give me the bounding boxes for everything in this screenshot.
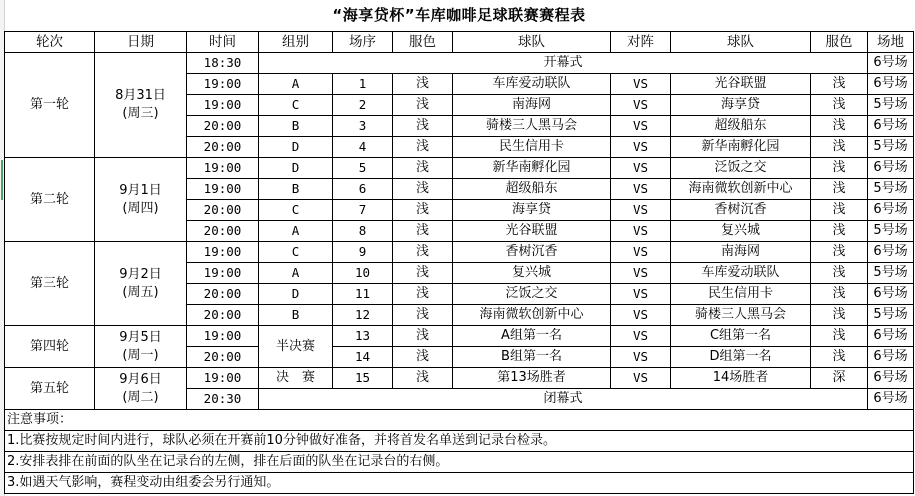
jersey-color-cell[interactable]: 浅: [393, 200, 453, 221]
vs-cell[interactable]: VS: [611, 305, 671, 326]
date-cell[interactable]: [95, 368, 187, 410]
venue-cell[interactable]: 5号场: [868, 137, 914, 158]
venue-cell[interactable]: 6号场: [868, 200, 914, 221]
weekday-text: (周三): [122, 106, 159, 121]
time-cell[interactable]: 20:00: [187, 137, 259, 158]
team-cell[interactable]: 复兴城: [453, 263, 611, 284]
date-cell[interactable]: [95, 158, 187, 242]
time-cell[interactable]: 19:00: [187, 158, 259, 179]
venue-cell[interactable]: 6号场: [868, 116, 914, 137]
venue-cell[interactable]: 6号场: [868, 389, 914, 410]
venue-cell[interactable]: 5号场: [868, 179, 914, 200]
venue-cell[interactable]: 5号场: [868, 263, 914, 284]
header-cell[interactable]: 服色: [811, 32, 868, 53]
date-text: 8月31日: [115, 88, 166, 103]
vs-cell[interactable]: VS: [611, 263, 671, 284]
match-number-cell[interactable]: 1: [333, 74, 393, 95]
team-cell[interactable]: 海南微软创新中心: [671, 179, 811, 200]
vs-cell[interactable]: VS: [611, 74, 671, 95]
jersey-color-cell[interactable]: 浅: [811, 326, 868, 347]
group-cell[interactable]: A: [259, 263, 333, 284]
group-cell[interactable]: B: [259, 179, 333, 200]
weekday-text: (周一): [122, 347, 159, 363]
team-cell[interactable]: B组第一名: [453, 347, 611, 368]
header-cell[interactable]: 轮次: [5, 32, 95, 53]
weekday-text: (周二): [122, 389, 159, 405]
date-text: 9月6日: [119, 371, 162, 387]
vs-cell[interactable]: VS: [611, 179, 671, 200]
notes-row: [5, 473, 914, 494]
notes-heading[interactable]: 注意事项：: [5, 410, 914, 431]
jersey-color-cell[interactable]: 浅: [393, 179, 453, 200]
group-cell[interactable]: A: [259, 74, 333, 95]
team-cell[interactable]: 香树沉香: [671, 200, 811, 221]
jersey-color-cell[interactable]: 浅: [811, 221, 868, 242]
jersey-color-cell[interactable]: 深: [811, 368, 868, 389]
team-cell[interactable]: D组第一名: [671, 347, 811, 368]
team-cell[interactable]: 光谷联盟: [671, 74, 811, 95]
team-cell[interactable]: 海南微软创新中心: [453, 305, 611, 326]
venue-cell[interactable]: 5号场: [868, 221, 914, 242]
team-cell[interactable]: 泛饭之交: [453, 284, 611, 305]
match-number-cell[interactable]: 13: [333, 326, 393, 347]
team-cell[interactable]: 香树沉香: [453, 242, 611, 263]
jersey-color-cell[interactable]: 浅: [393, 137, 453, 158]
page-title: “海享贷杯”车库咖啡足球联赛赛程表: [332, 6, 586, 24]
venue-cell[interactable]: 6号场: [868, 74, 914, 95]
time-cell[interactable]: 19:00: [187, 179, 259, 200]
jersey-color-cell[interactable]: 浅: [811, 200, 868, 221]
jersey-color-cell[interactable]: 浅: [393, 74, 453, 95]
vs-cell[interactable]: VS: [611, 95, 671, 116]
group-cell[interactable]: B: [259, 305, 333, 326]
time-cell[interactable]: 20:00: [187, 305, 259, 326]
match-number-cell[interactable]: 7: [333, 200, 393, 221]
note-item[interactable]: 1.比赛按规定时间内进行，球队必须在开赛前10分钟做好准备，并将首发名单送到记录台检录。: [5, 431, 914, 452]
vs-cell[interactable]: VS: [611, 137, 671, 158]
jersey-color-cell[interactable]: 浅: [393, 242, 453, 263]
time-cell[interactable]: 20:00: [187, 116, 259, 137]
group-cell[interactable]: D: [259, 158, 333, 179]
vs-cell[interactable]: VS: [611, 158, 671, 179]
match-number-cell[interactable]: 6: [333, 179, 393, 200]
jersey-color-cell[interactable]: 浅: [811, 263, 868, 284]
header-cell[interactable]: 对阵: [611, 32, 671, 53]
team-cell[interactable]: 车库爱动联队: [453, 74, 611, 95]
date-text: 9月5日: [119, 329, 162, 345]
match-number-cell[interactable]: 8: [333, 221, 393, 242]
time-cell[interactable]: 20:00: [187, 284, 259, 305]
venue-cell[interactable]: 6号场: [868, 242, 914, 263]
team-cell[interactable]: 超级船东: [671, 116, 811, 137]
jersey-color-cell[interactable]: 浅: [393, 263, 453, 284]
jersey-color-cell[interactable]: 浅: [811, 305, 868, 326]
vs-cell[interactable]: VS: [611, 368, 671, 389]
venue-cell[interactable]: 6号场: [868, 326, 914, 347]
date-cell[interactable]: [95, 326, 187, 368]
team-cell[interactable]: 车库爱动联队: [671, 263, 811, 284]
time-cell[interactable]: 19:00: [187, 263, 259, 284]
jersey-color-cell[interactable]: 浅: [811, 347, 868, 368]
time-cell[interactable]: 19:00: [187, 326, 259, 347]
stage-cell[interactable]: 决 赛: [259, 368, 333, 389]
venue-cell[interactable]: 6号场: [868, 368, 914, 389]
weekday-text: (周四): [122, 200, 159, 216]
time-cell[interactable]: 19:00: [187, 95, 259, 116]
jersey-color-cell[interactable]: 浅: [811, 242, 868, 263]
time-cell[interactable]: 20:00: [187, 347, 259, 368]
team-cell[interactable]: 光谷联盟: [453, 221, 611, 242]
header-cell[interactable]: 场序: [333, 32, 393, 53]
note-item[interactable]: 3.如遇天气影响，赛程变动由组委会另行通知。: [5, 473, 914, 494]
jersey-color-cell[interactable]: 浅: [811, 284, 868, 305]
match-row: [5, 242, 914, 263]
venue-cell[interactable]: 5号场: [868, 95, 914, 116]
venue-cell[interactable]: 6号场: [868, 347, 914, 368]
note-item[interactable]: 2.安排表排在前面的队坐在记录台的左侧，排在后面的队坐在记录台的右侧。: [5, 452, 914, 473]
group-cell[interactable]: C: [259, 242, 333, 263]
match-number-cell[interactable]: 9: [333, 242, 393, 263]
team-cell[interactable]: 民生信用卡: [453, 137, 611, 158]
match-number-cell[interactable]: 2: [333, 95, 393, 116]
round-cell[interactable]: 第二轮: [5, 158, 95, 242]
time-cell[interactable]: 18:30: [187, 53, 259, 74]
match-row: [5, 158, 914, 179]
team-cell[interactable]: 14场胜者: [671, 368, 811, 389]
time-cell[interactable]: 19:00: [187, 368, 259, 389]
time-cell[interactable]: 20:00: [187, 221, 259, 242]
team-cell[interactable]: 民生信用卡: [671, 284, 811, 305]
vs-cell[interactable]: VS: [611, 326, 671, 347]
jersey-color-cell[interactable]: 浅: [393, 95, 453, 116]
vs-cell[interactable]: VS: [611, 221, 671, 242]
time-cell[interactable]: 19:00: [187, 242, 259, 263]
header-cell[interactable]: 场地: [868, 32, 914, 53]
jersey-color-cell[interactable]: 浅: [811, 116, 868, 137]
jersey-color-cell[interactable]: 浅: [393, 305, 453, 326]
selection-marker: [1, 160, 3, 200]
round-cell[interactable]: 第三轮: [5, 242, 95, 326]
match-row: [5, 368, 914, 389]
team-cell[interactable]: 超级船东: [453, 179, 611, 200]
date-cell[interactable]: [95, 242, 187, 326]
ceremony-cell[interactable]: 闭幕式: [259, 389, 868, 410]
team-cell[interactable]: 骑楼三人黑马会: [453, 116, 611, 137]
jersey-color-cell[interactable]: 浅: [393, 116, 453, 137]
jersey-color-cell[interactable]: 浅: [393, 221, 453, 242]
round-cell[interactable]: 第一轮: [5, 53, 95, 158]
notes-row: [5, 452, 914, 473]
match-number-cell[interactable]: 15: [333, 368, 393, 389]
vs-cell[interactable]: VS: [611, 116, 671, 137]
schedule-table: [4, 31, 914, 494]
venue-cell[interactable]: 6号场: [868, 284, 914, 305]
jersey-color-cell[interactable]: 浅: [811, 137, 868, 158]
ceremony-cell[interactable]: 开幕式: [259, 53, 868, 74]
match-number-cell[interactable]: 4: [333, 137, 393, 158]
venue-cell[interactable]: 6号场: [868, 158, 914, 179]
header-cell[interactable]: 日期: [95, 32, 187, 53]
team-cell[interactable]: 南海网: [671, 242, 811, 263]
jersey-color-cell[interactable]: 浅: [393, 326, 453, 347]
time-cell[interactable]: 20:30: [187, 389, 259, 410]
header-cell[interactable]: 球队: [671, 32, 811, 53]
header-cell[interactable]: 服色: [393, 32, 453, 53]
match-number-cell[interactable]: 14: [333, 347, 393, 368]
team-cell[interactable]: 新华南孵化园: [671, 137, 811, 158]
time-cell[interactable]: 20:00: [187, 200, 259, 221]
group-cell[interactable]: D: [259, 137, 333, 158]
match-number-cell[interactable]: 12: [333, 305, 393, 326]
notes-row: [5, 431, 914, 452]
date-cell[interactable]: [95, 53, 187, 158]
match-number-cell[interactable]: 5: [333, 158, 393, 179]
round-cell[interactable]: 第四轮: [5, 326, 95, 368]
match-number-cell[interactable]: 3: [333, 116, 393, 137]
group-cell[interactable]: B: [259, 116, 333, 137]
jersey-color-cell[interactable]: 浅: [811, 158, 868, 179]
vs-cell[interactable]: VS: [611, 347, 671, 368]
jersey-color-cell[interactable]: 浅: [393, 347, 453, 368]
team-cell[interactable]: 海享贷: [453, 200, 611, 221]
team-cell[interactable]: 海享贷: [671, 95, 811, 116]
vs-cell[interactable]: VS: [611, 200, 671, 221]
team-cell[interactable]: 新华南孵化园: [453, 158, 611, 179]
match-row: [5, 53, 914, 74]
venue-cell[interactable]: 5号场: [868, 305, 914, 326]
match-number-cell[interactable]: 10: [333, 263, 393, 284]
jersey-color-cell[interactable]: 浅: [811, 179, 868, 200]
header-cell[interactable]: 球队: [453, 32, 611, 53]
round-cell[interactable]: 第五轮: [5, 368, 95, 410]
group-cell[interactable]: C: [259, 95, 333, 116]
date-text: 9月1日: [119, 182, 162, 198]
venue-cell[interactable]: 6号场: [868, 53, 914, 74]
team-cell[interactable]: 复兴城: [671, 221, 811, 242]
team-cell[interactable]: 骑楼三人黑马会: [671, 305, 811, 326]
header-cell[interactable]: 组别: [259, 32, 333, 53]
notes-row: [5, 410, 914, 431]
time-cell[interactable]: 19:00: [187, 74, 259, 95]
weekday-text: (周五): [122, 284, 159, 300]
jersey-color-cell[interactable]: 浅: [393, 158, 453, 179]
jersey-color-cell[interactable]: 浅: [393, 368, 453, 389]
group-cell[interactable]: C: [259, 200, 333, 221]
vs-cell[interactable]: VS: [611, 284, 671, 305]
team-cell[interactable]: 泛饭之交: [671, 158, 811, 179]
team-cell[interactable]: 南海网: [453, 95, 611, 116]
header-cell[interactable]: 时间: [187, 32, 259, 53]
team-cell[interactable]: A组第一名: [453, 326, 611, 347]
date-text: 9月2日: [119, 266, 162, 282]
stage-cell[interactable]: 半决赛: [259, 326, 333, 368]
match-row: [5, 326, 914, 347]
jersey-color-cell[interactable]: 浅: [811, 95, 868, 116]
jersey-color-cell[interactable]: 浅: [811, 74, 868, 95]
group-cell[interactable]: A: [259, 221, 333, 242]
header-row: [5, 32, 914, 53]
vs-cell[interactable]: VS: [611, 242, 671, 263]
match-number-cell[interactable]: 11: [333, 284, 393, 305]
jersey-color-cell[interactable]: 浅: [393, 284, 453, 305]
team-cell[interactable]: C组第一名: [671, 326, 811, 347]
team-cell[interactable]: 第13场胜者: [453, 368, 611, 389]
group-cell[interactable]: D: [259, 284, 333, 305]
